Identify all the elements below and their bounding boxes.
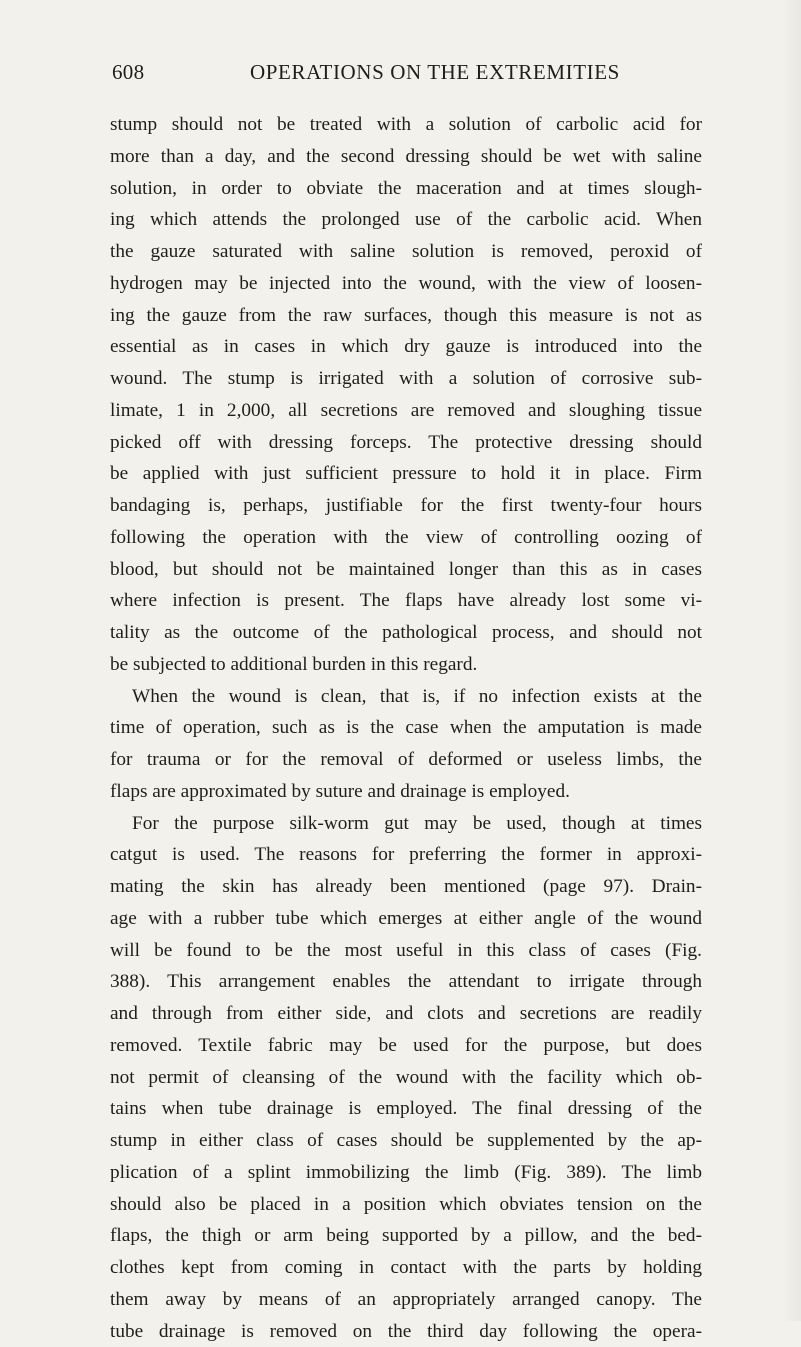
text-line: 388). This arrangement enables the attendant to irrigate through: [110, 966, 702, 998]
text-line: following the operation with the view of controlling oozing of: [110, 522, 702, 554]
page-edge-shadow: [783, 0, 801, 1321]
body-text: [110, 109, 702, 1347]
text-line: stump should not be treated with a solution of carbolic acid for: [110, 109, 702, 141]
text-line: hydrogen may be injected into the wound, with the view of loosen-: [110, 268, 702, 300]
text-line: bandaging is, perhaps, justifiable for the first twenty-four hours: [110, 490, 702, 522]
text-line: time of operation, such as is the case when the amputation is made: [110, 712, 702, 744]
text-line: tains when tube drainage is employed. The final dressing of the: [110, 1093, 702, 1125]
text-line: them away by means of an appropriately arranged canopy. The: [110, 1284, 702, 1316]
running-title: OPERATIONS ON THE EXTREMITIES: [250, 60, 620, 85]
text-line: ing the gauze from the raw surfaces, though this measure is not as: [110, 300, 702, 332]
text-line: will be found to be the most useful in this class of cases (Fig.: [110, 935, 702, 967]
text-line: tality as the outcome of the pathological process, and should not: [110, 617, 702, 649]
text-line: removed. Textile fabric may be used for the purpose, but does: [110, 1030, 702, 1062]
text-line: wound. The stump is irrigated with a solution of corrosive sub-: [110, 363, 702, 395]
text-line: blood, but should not be maintained longer than this as in cases: [110, 554, 702, 586]
text-line: limate, 1 in 2,000, all secretions are removed and sloughing tissue: [110, 395, 702, 427]
text-line: essential as in cases in which dry gauze is introduced into the: [110, 331, 702, 363]
text-line: and through from either side, and clots and secretions are readily: [110, 998, 702, 1030]
text-line: be applied with just sufficient pressure to hold it in place. Firm: [110, 458, 702, 490]
text-line: mating the skin has already been mentioned (page 97). Drain-: [110, 871, 702, 903]
text-line: flaps, the thigh or arm being supported by a pillow, and the bed-: [110, 1220, 702, 1252]
text-line: not permit of cleansing of the wound with the facility which ob-: [110, 1062, 702, 1094]
text-line: should also be placed in a position which obviates tension on the: [110, 1189, 702, 1221]
text-line: tube drainage is removed on the third day following the opera-: [110, 1316, 702, 1347]
text-line: catgut is used. The reasons for preferring the former in approxi-: [110, 839, 702, 871]
text-line: where infection is present. The flaps have already lost some vi-: [110, 585, 702, 617]
text-line: for trauma or for the removal of deformed or useless limbs, the: [110, 744, 702, 776]
text-line: age with a rubber tube which emerges at either angle of the wound: [110, 903, 702, 935]
text-line-paragraph-start: When the wound is clean, that is, if no infection exists at the: [110, 681, 702, 713]
text-line: picked off with dressing forceps. The protective dressing should: [110, 427, 702, 459]
text-line: solution, in order to obviate the maceration and at times slough-: [110, 173, 702, 205]
text-line: more than a day, and the second dressing should be wet with saline: [110, 141, 702, 173]
text-line: ing which attends the prolonged use of the carbolic acid. When: [110, 204, 702, 236]
text-line: stump in either class of cases should be supplemented by the ap-: [110, 1125, 702, 1157]
text-line-paragraph-start: For the purpose silk-worm gut may be used, though at times: [110, 808, 702, 840]
text-line-paragraph-end: be subjected to additional burden in this regard.: [110, 649, 702, 681]
text-line: the gauze saturated with saline solution is removed, peroxid of: [110, 236, 702, 268]
page-header: [0, 60, 801, 90]
page-number: 608: [112, 60, 144, 85]
text-line: clothes kept from coming in contact with the parts by holding: [110, 1252, 702, 1284]
text-line-paragraph-end: flaps are approximated by suture and drainage is employed.: [110, 776, 702, 808]
text-line: plication of a splint immobilizing the limb (Fig. 389). The limb: [110, 1157, 702, 1189]
